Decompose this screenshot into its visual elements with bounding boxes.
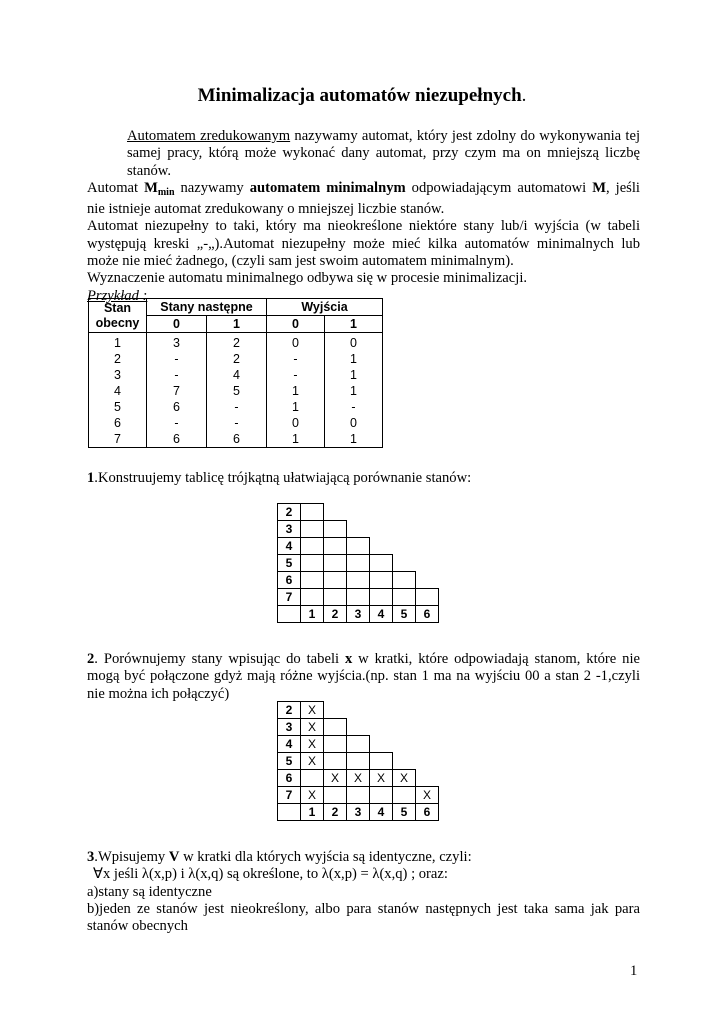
step-number: 1 <box>87 470 95 486</box>
corner-cell <box>277 605 301 623</box>
definition-text: nazywamy automat, który jest zdolny do wykonywania tej samej pracy, którą może wykonać dany automat, przy czym ma on mniejszą liczbę stanów. <box>127 128 640 179</box>
comparison-cell: X <box>369 769 393 787</box>
column-label: 1 <box>300 605 324 623</box>
comparison-cell <box>300 520 324 538</box>
comparison-cell <box>323 520 347 538</box>
table-cell: 1 <box>325 383 383 399</box>
row-label: 3 <box>277 718 301 736</box>
comparison-cell <box>369 786 393 804</box>
step-text: w kratki dla których wyjścia są identyczne, czyli: <box>179 849 472 865</box>
table-cell: 1 <box>89 333 147 352</box>
table-cell: 1 <box>267 431 325 448</box>
row-label: 5 <box>277 752 301 770</box>
paragraph-incomplete: Automat niezupełny to taki, który ma nieokreślone niektóre stany lub/i wyjścia (w tabeli występują kreski „-„).Automat niezupełny może mieć kilka automatów minimalnych lub może nie mieć żadnego, (czyli sam jest swoim automatem minimalnym). <box>87 218 640 270</box>
title-dot: . <box>521 85 527 106</box>
comparison-cell <box>323 554 347 572</box>
comparison-cell <box>323 786 347 804</box>
table-cell: 7 <box>89 431 147 448</box>
step-number: 3 <box>87 849 95 865</box>
table-cell: 1 <box>325 431 383 448</box>
column-label: 4 <box>369 803 393 821</box>
step-1 <box>87 470 640 487</box>
row-label: 3 <box>277 520 301 538</box>
comparison-cell <box>346 554 370 572</box>
step-text: .Wpisujemy <box>94 849 169 865</box>
text-fragment: Automat <box>87 179 145 196</box>
comparison-cell <box>300 537 324 555</box>
table-cell: 5 <box>207 383 267 399</box>
comparison-cell <box>323 537 347 555</box>
header-next-states: Stany następne <box>147 299 267 316</box>
subheader-cell: 0 <box>147 316 207 333</box>
symbol-x: x <box>344 651 353 667</box>
table-row <box>89 431 383 448</box>
comparison-cell: X <box>415 786 439 804</box>
comparison-cell <box>346 588 370 606</box>
table-cell: - <box>267 367 325 383</box>
row-label: 6 <box>277 571 301 589</box>
row-label: 6 <box>277 769 301 787</box>
step-text: .Konstruujemy tablicę trójkątną ułatwiającą porównanie stanów: <box>94 470 472 486</box>
comparison-cell <box>300 554 324 572</box>
comparison-cell <box>323 752 347 770</box>
example-label-text: Przykład : <box>87 287 148 304</box>
comparison-cell: X <box>300 718 324 736</box>
comparison-cell <box>323 718 347 736</box>
comparison-cell <box>369 554 393 572</box>
table-row <box>89 333 383 352</box>
comparison-cell <box>415 588 439 606</box>
term-reduced-automaton: Automatem zredukowanym <box>127 128 291 144</box>
intro-text <box>87 128 640 305</box>
table-cell: 0 <box>325 333 383 352</box>
comparison-cell <box>300 769 324 787</box>
header-outputs: Wyjścia <box>267 299 383 316</box>
table-cell: 1 <box>325 351 383 367</box>
table-cell: 6 <box>89 415 147 431</box>
comparison-cell <box>346 786 370 804</box>
symbol-M: M <box>592 179 607 196</box>
comparison-cell <box>346 735 370 753</box>
header-current-state: Stan obecny <box>89 299 147 333</box>
step-text: w kratki, które odpowiadają stanom, które nie mogą być połączone gdyż mają różne wyjścia.(np. stan 1 ma na wyjściu 00 a stan 2 -1,czyli nie można ich połączyć) <box>87 651 640 702</box>
table-cell: 3 <box>147 333 207 352</box>
column-label: 2 <box>323 803 347 821</box>
step-3 <box>87 849 640 935</box>
symbol-m: M <box>144 179 158 196</box>
table-cell: - <box>147 351 207 367</box>
corner-cell <box>277 803 301 821</box>
table-cell: - <box>207 399 267 415</box>
comparison-cell <box>392 786 416 804</box>
term-minimal-automaton: automatem minimalnym <box>249 179 406 196</box>
step-3-formula: ∀x jeśli λ(x,p) i λ(x,q) są określone, to λ(x,p) = λ(x,q) ; oraz: <box>93 866 448 883</box>
comparison-cell <box>323 735 347 753</box>
comparison-cell: X <box>300 752 324 770</box>
comparison-cell <box>323 571 347 589</box>
comparison-cell: X <box>392 769 416 787</box>
table-cell: - <box>147 367 207 383</box>
page-number: 1 <box>630 963 638 979</box>
comparison-cell <box>323 588 347 606</box>
paragraph-definition-minimal <box>87 180 640 219</box>
table-cell: - <box>267 351 325 367</box>
row-label: 2 <box>277 503 301 521</box>
table-cell: 4 <box>89 383 147 399</box>
row-label: 4 <box>277 735 301 753</box>
step-3-condition-a: a)stany są identyczne <box>87 883 212 900</box>
comparison-cell <box>346 571 370 589</box>
table-cell: 2 <box>207 351 267 367</box>
table-row <box>89 351 383 367</box>
comparison-cell <box>369 588 393 606</box>
comparison-cell <box>346 752 370 770</box>
subheader-cell: 1 <box>325 316 383 333</box>
comparison-cell <box>392 571 416 589</box>
page-title <box>0 85 724 107</box>
column-label: 5 <box>392 605 416 623</box>
step-2 <box>87 651 640 703</box>
symbol-v: V <box>168 849 180 865</box>
table-cell: 7 <box>147 383 207 399</box>
state-table <box>88 298 383 448</box>
table-cell: 6 <box>147 399 207 415</box>
column-label: 4 <box>369 605 393 623</box>
table-cell: 2 <box>89 351 147 367</box>
comparison-cell: X <box>346 769 370 787</box>
row-label: 7 <box>277 588 301 606</box>
subheader-cell: 0 <box>267 316 325 333</box>
comparison-cell <box>300 588 324 606</box>
table-row <box>89 383 383 399</box>
comparison-cell <box>369 571 393 589</box>
column-label: 3 <box>346 803 370 821</box>
state-table-body <box>89 333 383 448</box>
title-text: Minimalizacja automatów niezupełnych <box>197 85 522 106</box>
table-cell: 1 <box>267 399 325 415</box>
table-cell: 0 <box>325 415 383 431</box>
comparison-cell: X <box>323 769 347 787</box>
column-label: 6 <box>415 803 439 821</box>
table-cell: 0 <box>267 333 325 352</box>
comparison-cell <box>300 503 324 521</box>
subscript-min: min <box>157 186 175 198</box>
table-row <box>89 367 383 383</box>
subheader-cell: 1 <box>207 316 267 333</box>
row-label: 7 <box>277 786 301 804</box>
table-row <box>89 399 383 415</box>
row-label: 4 <box>277 537 301 555</box>
comparison-cell: X <box>300 701 324 719</box>
step-3-line-1 <box>87 849 640 866</box>
paragraph-minimization: Wyznaczenie automatu minimalnego odbywa się w procesie minimalizacji. <box>87 270 528 287</box>
table-cell: 4 <box>207 367 267 383</box>
column-label: 5 <box>392 803 416 821</box>
row-label: 2 <box>277 701 301 719</box>
step-text: . Porównujemy stany wpisując do tabeli <box>94 651 345 667</box>
column-label: 1 <box>300 803 324 821</box>
table-cell: - <box>147 415 207 431</box>
table-cell: 2 <box>207 333 267 352</box>
table-cell: - <box>207 415 267 431</box>
step-number: 2 <box>87 651 95 667</box>
table-cell: 1 <box>325 367 383 383</box>
text-fragment: odpowiadającym automatowi <box>405 179 593 196</box>
comparison-cell <box>369 752 393 770</box>
comparison-cell: X <box>300 786 324 804</box>
table-cell: - <box>325 399 383 415</box>
table-cell: 6 <box>147 431 207 448</box>
table-row <box>89 415 383 431</box>
column-label: 3 <box>346 605 370 623</box>
step-3-condition-b: b)jeden ze stanów jest nieokreślony, albo para stanów następnych jest taka sama jak para stanów obecnych <box>87 900 640 935</box>
comparison-cell <box>392 588 416 606</box>
row-label: 5 <box>277 554 301 572</box>
comparison-cell <box>300 571 324 589</box>
column-label: 6 <box>415 605 439 623</box>
comparison-cell <box>346 537 370 555</box>
table-cell: 5 <box>89 399 147 415</box>
column-label: 2 <box>323 605 347 623</box>
text-fragment: , jeśli nie istnieje automat zredukowany o mniejszej liczbie stanów. <box>87 179 640 218</box>
text-fragment: nazywamy <box>174 179 250 196</box>
table-cell: 6 <box>207 431 267 448</box>
table-cell: 1 <box>267 383 325 399</box>
comparison-cell: X <box>300 735 324 753</box>
table-cell: 0 <box>267 415 325 431</box>
paragraph-definition-reduced <box>87 128 640 180</box>
table-cell: 3 <box>89 367 147 383</box>
